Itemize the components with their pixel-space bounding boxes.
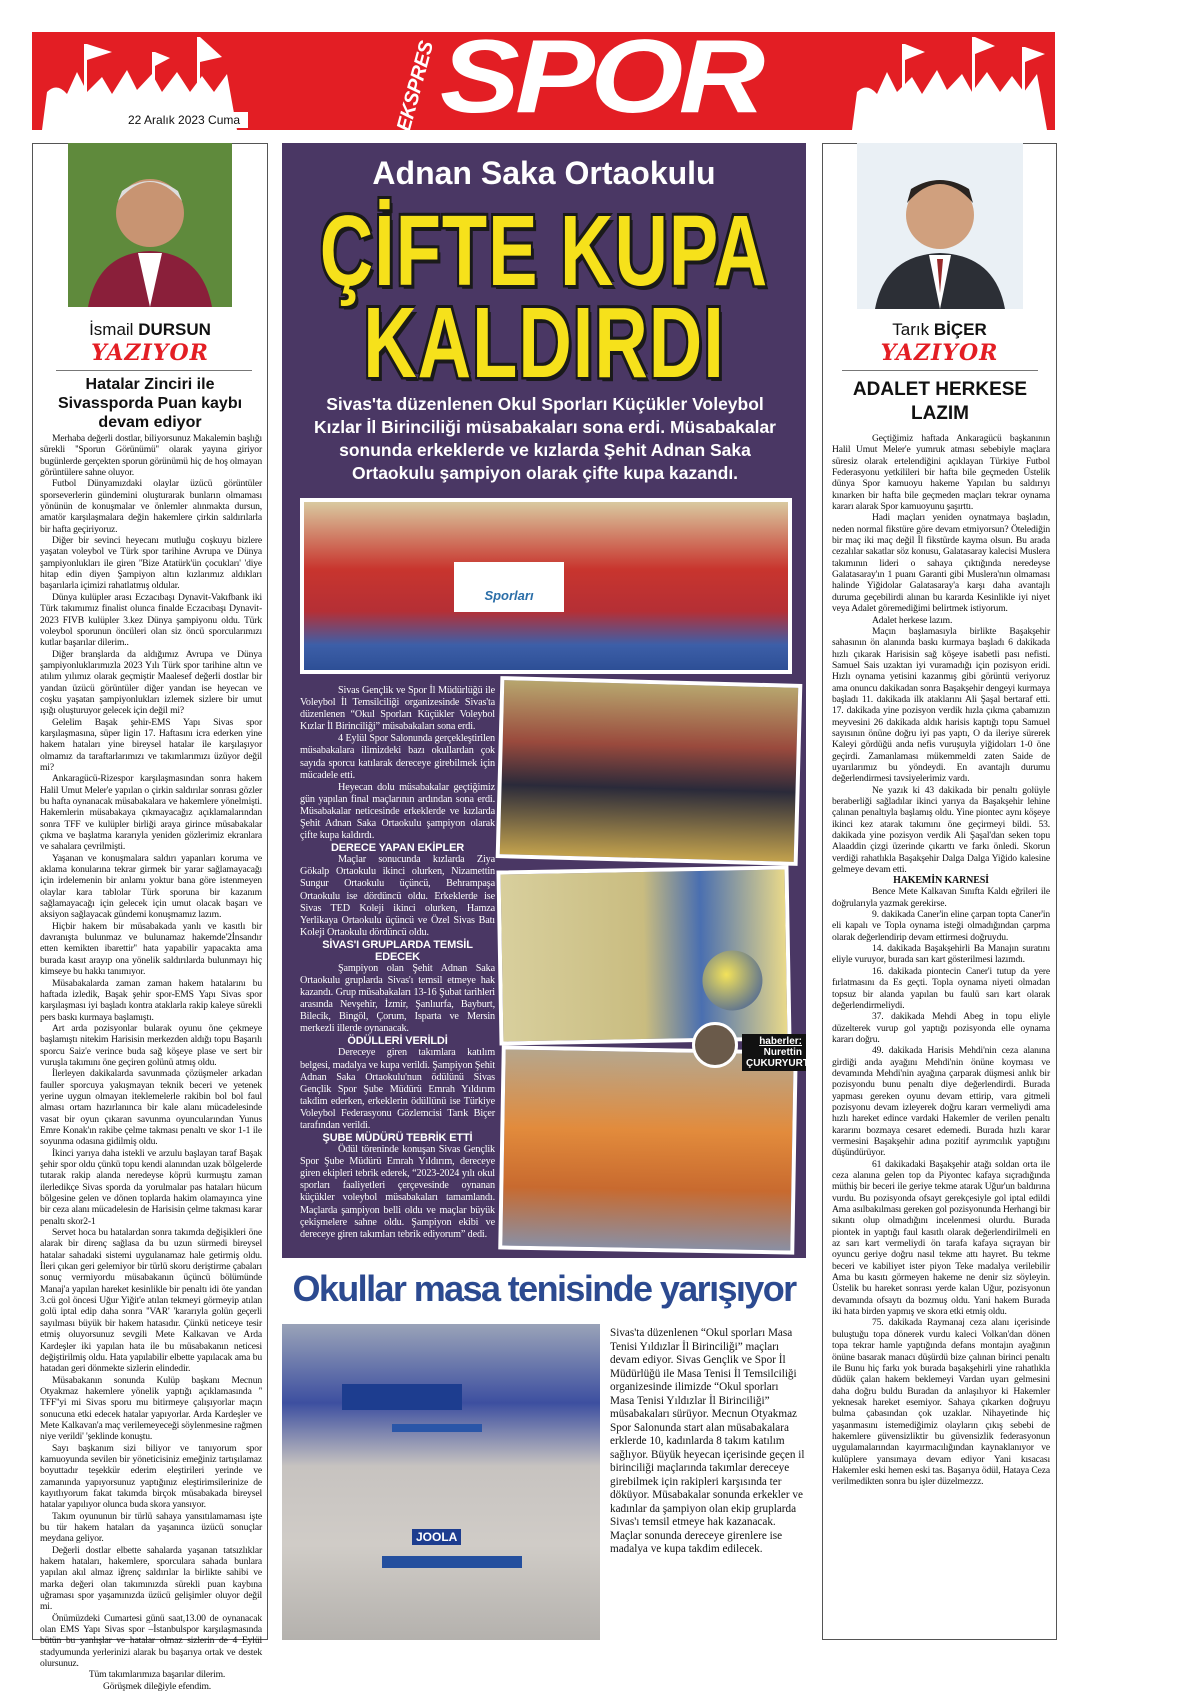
author-first-name: Tarık [892,320,930,339]
paragraph: İlerleyen dakikalarda savunmada çözüşmeler arkadan fauller sporcuya yakışmayan teknik beceri ve yetenek yerine uygun olmayan iteklemelerle rakibin bol bol faul alması ortam hazırlanınca bir kale alanı mücadelesinde vasat bir oyun çıkaran savunma oyuncularından Yunus Emre Konak'ın rakibe çelme takması penaltı ve skor 1-1 ile soyunma odasına gidilmiş oldu. [40,1068,262,1148]
paragraph: Servet hoca bu hatalardan sonra takımda değişikleri öne alarak bir direnç sağlasa da bu uzun sürmedi bireysel hatalar sahadaki sistemi uygulanamaz hale getirmiş oldu. İleri çıkan geri gelemiyor bir türlü skoru deriştirme çabaları sonuç vermiyordu müsabakanın üçüncü bölümünde Manaj'a yapılan hareket kesinlikle bir penaltı idi öte yandan 3.cü gol öncesi Uğur Yiğit'e atılan tekmeyi görmeyip atılan golü iptal edip daha sonra ''VAR' 'kararıyla golün geçerli sayılması büyük bir hakem hatasıdır. Çünkü neticeye tesir etmiş oluyorsunuz sevgili Mete Kalkavan ve Arda Kardeşler iki yapılan hata ile bu müsabakanın neticesi değiştirilmiş oldu. Hata yapılabilir elbette yapılacak ama bu hatadan geri dönmekte sizlerin elindedir. [40,1227,262,1375]
subheading: HAKEMİN KARNESİ [893,875,989,887]
paragraph: Heyecan dolu müsabakalar geçtiğimiz gün yapılan final maçlarının ardından sona erdi. Müsabakalar neticesinde erkeklerde ve kızlarda Şehit Adnan Saka Ortaokulu şampiyon olarak çifte kupa kaldırdı. [300,781,495,842]
column-headline: Hatalar Zinciri ile Sivassporda Puan kaybı devam ediyor [57,376,243,431]
subheading: SİVAS'I GRUPLARDA TEMSİL EDECEK [322,938,473,963]
issue-date: 22 Aralık 2023 Cuma [120,112,248,128]
paragraph: Maçlar sonucunda kızlarda Ziya Gökalp Ortaokulu ikinci olurken, Nizamettin Sungur Ortaokulu üçüncü, Behrampaşa Ortaokulu ise dördüncü oldu. Erkeklerde ise Sivas TED Koleji ikinci olurken, Hamza Yerlikaya Ortaokulu üçüncü ve Özel Sivas Batı Koleji Ortaokulu dördüncü oldu. [300,854,495,938]
paragraph: 75. dakikada Raymanaj ceza alanı içerisinde buluştuğu topa dönerek vurdu kaleci Volkan'dan dönen topa tekrar hamle yaptığında defans montajın ayağının önüne basarak manacı düşürdü bize çalınan birinci penaltı ile Bunu hiç farkı yok burada başakşehirli yine rahatlıkla düdük çalan hakem beklemeyi Vardan uyarı gelmesini daha doğru buldu Buradan da anlaşılıyor ki Hakemler yeknesak hareket esemiyor. Sahaya çıkarken doğruyu bulma çabasından çok uzaklar. Nihayetinde hiç yaşanmasını istemediğimiz olayların çıkış sebebi de hakemlere güvensizliktir bu güvensizlik federasyonun uygulamalarından kayırmacılığından kaynaklanıyor ve kulüplere yansımaya devam ediyor Yani kısacası Hakemler eski hemen eski tas. Başarıya ödül, Hataya Ceza verilmedikten sonra bu işler düzelmezzz. [832,1317,1050,1488]
paragraph: Şampiyon olan Şehit Adnan Saka Ortaokulu gruplarda Sivas'ı temsil etmeye hak kazandı. Grup müsabakaları 13-16 Şubat tarihleri arasında Nevşehir, İzmir, Şanlıurfa, Bayburt, Bilecik, Bingöl, Çorum, Isparta ve Mersin merkezli illerde oynanacak. [300,962,495,1035]
paragraph: Sivas Gençlik ve Spor İl Müdürlüğü ile Voleybol İl Temsilciliği organizesinde Sivas'ta düzenlenen “Okul Sporları Küçükler Voleybol Kızlar İl Birinciliği” müsabakaları sona erdi. [300,685,495,733]
brand-ekspres: EKSPRES [393,39,439,134]
feature-body [300,685,495,1255]
badge-label: haberler: [759,1036,802,1047]
brand-spor-logo: SPOR [440,19,761,135]
paragraph: Hadi maçları yeniden oynatmaya başladın, neden normal fikstüre göre devam etmiyorsun? Ötelediğin bir maç iki maç değil İl fikstürde kayma olsun. Bu arada cezalılar sakatlar söz konusu, Galatasaray kalecisi Muslera takımının lideri o sahaya çıktığında neredeyse Galatasaray'ın 1 puanı Garanti gibi Muslera'nın olmaması halinde Yiğidolar Galatasaray'a karşı daha avantajlı duruma geçebilirdi alınan bu kararda Kesinlikle iyi niyet veya Adalet göremediğimi belirtmek istiyorum. [832,512,1050,615]
paragraph: Dünya kulüpler arası Eczacıbaşı Dynavit-Vakıfbank iki Türk takımımız finalist olunca finalde Eczacıbaşı Dynavit-2023 FIVB kulüpler 3.kez Dünya şampiyonu oldu. Türk voleybol sporunun öncüleri olan siz öncü sporcularımızı kutlar başarılar dilerim.. [40,591,262,649]
paragraph: İkinci yarıya daha istekli ve arzulu başlayan taraf Başak şehir spor oldu çünkü topu kendi alanından uzak bölgelerde tutarak rakip alanda neredeyse köprü kurmuştu zaman ilerledikçe Sivas sporda da yorulmalar pas hataları hücum bölgesine gelen ve dönen toplarda hakim olamayınca yine bir ceza alanı mücadelesin de Harisisin çelme takması karar penaltı skor2-1 [40,1147,262,1227]
author-last-name: DURSUN [138,320,211,339]
reporter-last-name: ÇUKURYURT [746,1058,809,1069]
closing-line: Görüşmek dileğiyle efendim. [102,1680,212,1692]
subheading: ŞUBE MÜDÜRÜ TEBRİK ETTİ [322,1132,473,1145]
team-photo-boys [498,1045,798,1254]
feature-headline-line1: ÇİFTE KUPA [319,194,769,307]
feature-headline-line2: KALDIRDI [363,286,725,399]
paragraph: Yaşanan ve konuşmalara saldırı yapanları koruma ve aklama konularına tekrar girmek bir yarar sağlamayacağı için irdelemenin bir anlamı yoktur bana göre istenmeyen olaylar kara tablolar Türk sporuna bir kazanım sağlamayacağı için gelecek için umut olacak başarı ve aksiyon sağlayacak gündemi konuşmamız lazım. [40,852,262,921]
paragraph: 9. dakikada Caner'in eline çarpan topta Caner'in eli kapalı ve Topla oynama isteği olmadığından çarpma olarak değerlendirip devam ettirmesi doğruydu. [832,909,1050,943]
paragraph: Ne yazık ki 43 dakikada bir penaltı golüyle beraberliği sağladılar ikinci yarıya da Başakşehir lehine çalınan penaltıyla başlamış oldu. Yine piontec aynı köşeye ikinci kez atarak takımını öne geçirmeyi bildi. 53. dakikada yine pozisyon verdik Ali Şaşal'dan seken topu Alaaddin çizgi üzerinde çıkarttı ve farkı önledi. Skorun verdiği rahatlıkla Başakşehir Dalga Dalga Yiğido kalesine gelmeye devam etti. [832,784,1050,876]
paragraph: Diğer branşlarda da aldığımız Avrupa ve Dünya şampiyonluklarımızla 2023 Yılı Türk spor tarihine altın ve atılım yılımız olarak geçmiştir Maalesef değerli dostlar bir yandan üzücü görüntüler diğer yandan ise heyecan ve coşku yaşatan şampiyonlukları izlemek sizlere bir umut ışığı oluşturuyor gelecek için değil mi? [40,648,262,717]
award-ceremony-photo [496,676,803,866]
column-body [832,433,1050,1638]
paragraph: Gelelim Başak şehir-EMS Yapı Sivas spor karşılaşmasına, süper ligin 17. Haftasını icra ederken yine hakem hataları yine bireysel hatalar ile karşılaşıyor olmamız da taraftarlarımızı ve takımlarımızı üzüyor değil mi? [40,716,262,773]
volleyball-player-photo [496,865,791,1045]
paragraph: 37. dakikada Mehdi Abeg in topu eliyle düzelterek vurup gol yaptığı pozisyonda elle oynama kararı doğru. [832,1011,1050,1045]
column-body [40,433,262,1692]
author-photo-ismail-dursun [68,143,232,307]
team-photo-girls [300,498,792,674]
paragraph: Değerli dostlar elbette sahalarda yaşanan tatsızlıklar hakem hataları, hakemlere, sporculara sahada bunlara yapılan akıl almaz iğrenç saldırılar la birlikte sahibi ve marka değeri olan takımınızda sürekli puan kaybına uğraması spor yaşamınızda üzücü gelişimler oluyor değil mi. [40,1544,262,1613]
author-tag: YAZIYOR [91,340,209,366]
paragraph: Ankaragücü-Rizespor karşılaşmasından sonra hakem Halil Umut Meler'e yapılan o çirkin saldırılar sonrası gözler bu hafta oynanacak müsabakalara ve hakemlere yönelmişti. Hakemlerin müsabakaya çıkmayacağız açıklamalarından sonra TFF ve kulüpler birliği araya girince müsabakalar çıkma ve başlatma kararıyla yeniden gözlerimiz ekranlara ve sahalara çevrilmişti. [40,773,262,853]
person-portrait-icon [68,143,232,307]
subheading: ÖDÜLLERİ VERİLDİ [347,1035,448,1048]
paragraph: Dereceye giren takımlara katılım belgesi, madalya ve kupa verildi. Şampiyon Şehit Adnan Saka Ortaokulu'nun ödülünü Sivas Gençlik Spor Şube Müdürü Emrah Yıldırım takdim ederken, erkeklerin ödüllünü ise Türkiye Voleybol Federasyonu Gözlemcisi Tarık Biçer tarafından verildi. [300,1047,495,1131]
divider [842,370,1038,371]
column-headline: ADALET HERKESE LAZIM [852,379,1028,424]
author-last-name: BİÇER [933,320,987,339]
subheading: DERECE YAPAN EKİPLER [330,842,465,855]
author-name [32,320,268,340]
reporter-first-name: Nurettin [763,1047,802,1058]
feature-kicker: Adnan Saka Ortaokulu [372,155,716,191]
paragraph: Geçtiğimiz haftada Ankaragücü başkanının Halil Umut Meler'e yumruk atması sebebiyle maçlara süresiz olarak ertelendiğini açıklayan Türkiye Futbol Federasyonu yetkilileri bir hafta bile geçmeden Üstelik dünya Spor kamuoyu hakeme Yapılan bu saldırıyı kınarken bir hafta bile geçmeden maçları tekrar oynama kararı alarak Spor kamuoyunu şaşırttı. [832,433,1050,513]
paragraph: Müsabakanın sonunda Kulüp başkanı Mecnun Otyakmaz hakemlere yönelik yaptığı açıklamasında '' TFF''yi mi Sivas sporu mu bitirmeye çalışıyorlar maçın sonucuna etki edecek hatalar yapıyorlar. Arda Kardeşler ve Mete Kalkavan'a maç verilemeyeceği söylenmesine rağmen niye verildi' 'şeklinde konuştu. [40,1374,262,1443]
closing-line: Tüm takımlarımıza başarılar dilerim. [88,1669,226,1681]
paragraph: 16. dakikada piontecin Caner'i tutup da yere fırlatmasını da Es geçti. Topla oynama niyeti olmadan topsuz bir alanda yapılan bu faulü sarı kart olarak değerlendirmeliydi. [832,965,1050,1011]
author-name [822,320,1057,340]
paragraph: Futbol Dünyamızdaki olaylar üzücü görüntüler sporseverlerin gündemini oluşturarak bunların olmaması yönünün de konuşmalar ve önlemler alınmakta dursun, amatör karşılaşmalara değin hakemlere çirkin saldırılarla bir hafta geçiriyoruz. [40,478,262,535]
table-tennis-photo [282,1324,600,1640]
author-photo-tarik-bicer [857,143,1023,309]
person-portrait-icon [857,143,1023,309]
paragraph: Adalet herkese lazım. [872,614,953,626]
sponsor-sign: JOOLA [412,1529,461,1545]
paragraph: Bence Mete Kalkavan Sınıfta Kaldı eğrileri ile doğrularıyla yazmak gerekirse. [832,886,1050,909]
paragraph: 14. dakikada Başakşehirli Ba Manajın suratını eliyle vuruyor, burada sarı kart gösterilmesi lazımdı. [832,943,1050,966]
paragraph: Diğer bir sevinci heyecanı mutluğu coşkuyu bizlere yaşatan voleybol ve Türk spor tarihine Avrupa ve Dünya şampiyonlukları ile giren ''Bize Atatürk'ün çocukları' 'diye hitap edin diyen Şampiyon altın kızlarımız aldıkları başarılarla içimizi rahatlatmış oldular. [40,535,262,592]
table-tennis-body: Sivas'ta düzenlenen “Okul sporları Masa Tenisi Yıldızlar İl Birinciliği” maçları devam ediyor. Sivas Gençlik ve Spor İl Müdürlüğü ile Masa Tenisi İl Temsilciliği organizesinde ilimizde “Okul sporları Masa Tenisi Yıldızlar İl Birinciliği” müsabakaları sürüyor. Mecnun Otyakmaz Spor Salonunda start alan müsabakalara erklerde 10, kadınlarda 8 takım katılım sağlıyor. Büyük heyecan içerisinde geçen il birinciliği maçlarında takımlar dereceye girebilmek için rakipleri karşısında ter döküyor. Müsabakalar sonunda erkekler ve kadınlar da şampiyon olan ekip gruplarda Sivas'ı temsil etmeye hak kazanacak. Maçlar sonunda dereceye girenlere ise madalya ve kupa takdim edilecek. [610,1327,805,1555]
paragraph: Takım oyununun bir türlü sahaya yansıtılamaması işte bu tür hakem hataları da yaşanınca üzücü sonuçlar meydana geliyor. [40,1510,262,1545]
paragraph: Önümüzdeki Cumartesi günü saat,13.00 de oynanacak olan EMS Yapı Sivas spor –İstanbulspor karşılaşmasında bütün bu yanlışlar ve hatalar olmaz sizlerin de 4 Eylül stadyumunda yerlerinizi alarak bu başarıya ortak ve destek olursunuz. [40,1612,262,1670]
paragraph: Maçın başlamasıyla birlikte Başakşehir sahasının ön alanında baskı kurmaya başladı 6 dakikada hızlı çıkarak Harisisin sağ köşeye isabetli pası nefisti. Samuel Sais uzaktan iyi vuramadığı için pozisyon eridi. Hızlı oynama yetisini kazanmış gibi görüntü veriyoruz ama onuncu dakikadan sonra Başakşehir dengeyi kurmaya başladı 11. dakikada ilk ataklarını Ali Şaşal bertaraf etti. 17. dakikada yine pozisyon verdik hızla çıkma çabamızın meyvesini 26 dakikada aldık harisis kaptığı topu Samuel sayısının önüne doğru iyi pas yaptı, O da ileriye sürerek Kaleyi gördüğü anda nefis vuruşuyla yiğidoları 1-0 öne geçirdi. Zamanlaması mükemmeldi zaten Saide de uyarılarımız bu yöndeydi. En avantajlı durumu değerlendirmesi tavsiyelerimiz vardı. [832,625,1050,785]
paragraph: Merhaba değerli dostlar, biliyorsunuz Makalemin başlığı sürekli ''Sporun Görünümü'' olarak yayına giriyor bugünlerde gerçekten sporun görünümü hiç de hoş olmayan görüntülere sahne oluyor. [40,433,262,479]
reporter-photo [692,1022,738,1068]
paragraph: Müsabakalarda zaman zaman hakem hatalarını bu haftada izledik, Başak şehir spor-EMS Yapı Sivas spor karşılaşması iyi başladı kontra ataklarla rakip kaleye sürekli pers baskı kurmaya başlamıştı. [40,977,262,1023]
paragraph: 4 Eylül Spor Salonunda gerçekleştirilen müsabakalara ilimizdeki bazı okullardan çok sayıda sporcu katılarak dereceye girebilmek için mücadele etti. [300,733,495,781]
paragraph: 49. dakikada Harisis Mehdi'nin ceza alanına girdiği anda ayağını Mehdi'nin önüne koyması ve devamında Mehdi'nin ayağına çarparak düşmesi anlık bir pozisyondu bunu penaltı diye değerlendirdi. Burada yapması gereken oyunu devam ettirip, vara gitmeli pozisyonu devam izleyerek doğru kararı vermeliydi ama hızlı hareket edince vardaki Hakemler de verilen penaltı kararını bozmaya cesaret edemedi. Burada hızlı karar vermesini Başakşehir adına pozitif ayrımcılık yaptığını düşündürüyor. [832,1045,1050,1159]
paragraph: 61 dakikadaki Başakşehir atağı soldan orta ile ceza alanına gelen top da Piyontec kafaya sıçradığında müthiş bir beceri ile geriye tekme atarak Uğur'un baldırına vurdu. Bu pozisyonda ofsayt gerekçesiyle gol iptal edildi Ama asılbakılması gereken gol pozisyonunda Herhangi bir sıkıntı olup olmadığını incelenmesi olurdu. Burada piontek in yaptığı faul kasıtlı olarak değerlendirilmeli en az sarı kart vermeliydi ön tarafa kafaya sıçrayan bir oyuncu geriye doğru nasıl tekme attı hayret. Bu tekme beceri ve kabiliyet ister piyon Teke madalya verilebilir Ama bu kasıtı görmeyen hakeme ne denir siz söyleyin. Üstelik bu hareket sonrası yerde kalan Uğur, pozisyonun devamında ofsaytı da bozmuş oldu. Yani hakem Burada iki hata birden yapmış ve skora etki etmiş oldu. [832,1158,1050,1318]
team-banner: Sporları [454,562,564,612]
table-tennis-headline: Okullar masa tenisinde yarışıyor [292,1268,796,1309]
author-first-name: İsmail [89,320,134,339]
paragraph: Art arda pozisyonlar bularak oyunu öne çekmeye başlamıştı nitekim Harisisin merkezden aldığı topu Başarılı sporcu Saiz'e verince buda sağ köşeye plase ve sert bir vuruşla takımını öne geçiren golünü atmış oldu. [40,1022,262,1068]
feature-deck: Sivas'ta düzenlenen Okul Sporları Küçükler Voleybol Kızlar İl Birinciliği müsabakaları sona erdi. Müsabakalar sonunda erkeklerde ve kızlarda Şehit Adnan Saka Ortaokulu şampiyon olarak çifte kupa kazandı. [314,394,776,483]
volleyball-icon [702,950,763,1011]
paragraph: Hiçbir hakem bir müsabakada yanlı ve kasıtlı bir davranışta bulunmaz ve bulunamaz hakemde'2İnsandır etten kemikten ibarettir'' hata yapabilir yapacakta ama burada kasıt arayıp ona yönelik saldırılarda bulunmayı hiç kimseye bu hakkı tanımıyor. [40,920,262,978]
paragraph: Sayı başkanım sizi biliyor ve tanıyorum spor kamuoyunda sevilen bir yöneticisiniz emeğiniz tartışılamaz boyuttadır teşekkür ederim eleştirileri yerinde ve zamanında yapıyorsunuz yaptığınız eleştirimsilerinize de kayıtlıyorum fakat takımda birçok müsabakada bireysel hatalar yapılıyor olunca buda skora yansıyor. [40,1442,262,1511]
author-tag: YAZIYOR [880,340,999,366]
paragraph: Ödül töreninde konuşan Sivas Gençlik Spor Şube Müdürü Emrah Yıldırım, dereceye giren ekipleri tebrik ederek, “2023-2024 yılı okul sporları faaliyetleri çerçevesinde oynanan küçükler voleybol müsabakaları tamamlandı. Maçlarda şampiyon belli oldu ve maçlar büyük çekişmelere sahne oldu. Şampiyon ekibi ve dereceye giren takımları tebrik ediyorum” dedi. [300,1144,495,1240]
reporter-badge [712,1030,809,1074]
divider [56,370,252,371]
